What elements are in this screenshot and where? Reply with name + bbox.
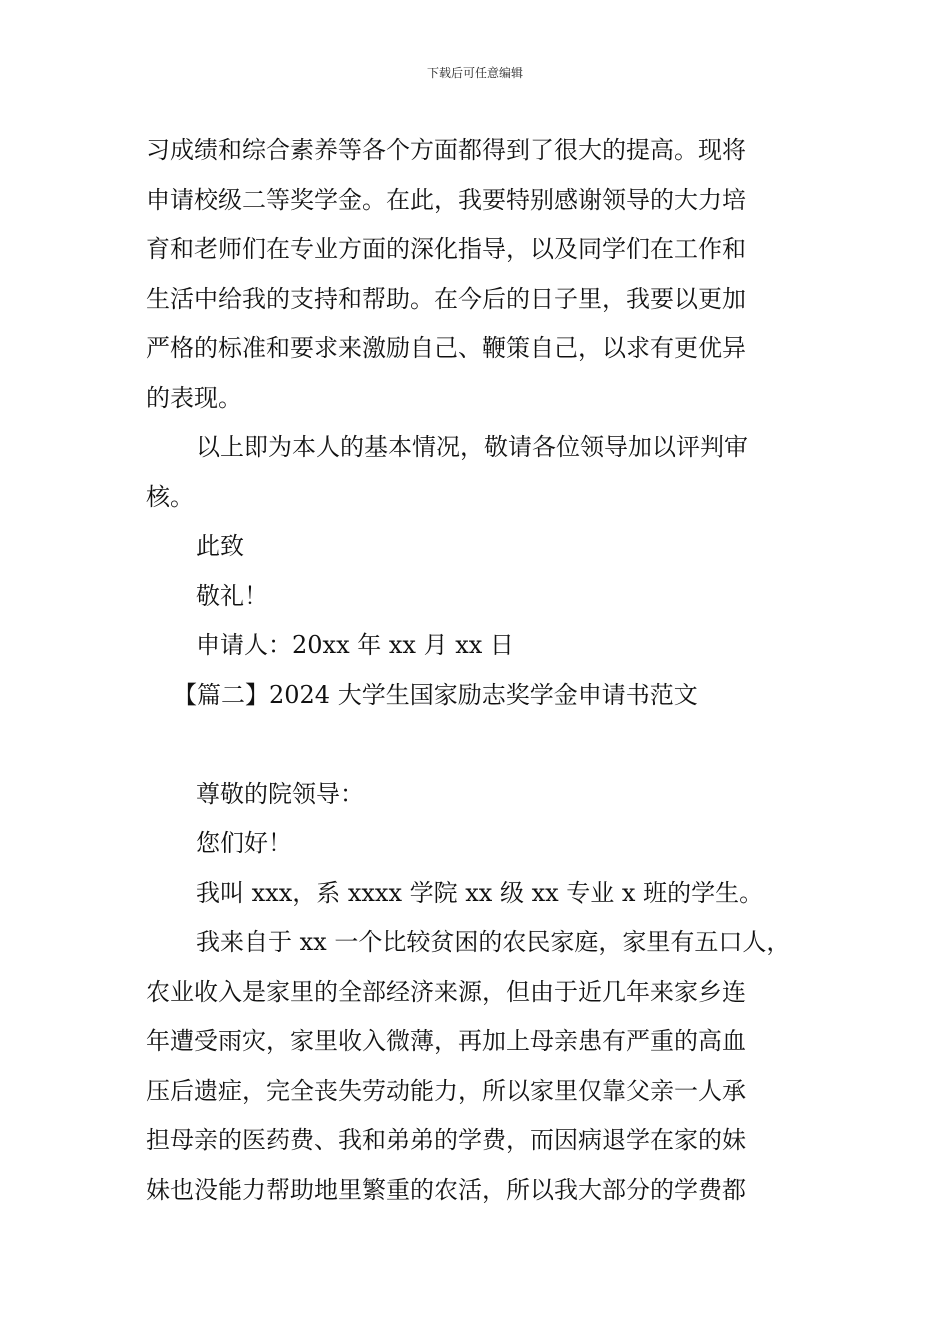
body-line: 生活中给我的支持和帮助。在今后的日子里，我要以更加 — [146, 284, 746, 313]
body-line: 我来自于 xx 一个比较贫困的农民家庭，家里有五口人， — [196, 928, 791, 956]
blank-line — [146, 720, 826, 770]
document-body — [146, 126, 826, 1215]
body-line: 申请校级二等奖学金。在此，我要特别感谢领导的大力培 — [146, 185, 746, 214]
body-line: 妹也没能力帮助地里繁重的农活，所以我大部分的学费都 — [146, 1175, 746, 1204]
greeting-line: 您们好！ — [196, 829, 292, 857]
closing-salutation: 此致 — [196, 532, 244, 560]
section-title: 【篇二】2024 大学生国家励志奖学金申请书范文 — [173, 680, 698, 709]
body-line: 担母亲的医药费、我和弟弟的学费，而因病退学在家的妹 — [146, 1126, 746, 1154]
body-line: 压后遗症，完全丧失劳动能力，所以家里仅靠父亲一人承 — [146, 1076, 746, 1105]
body-line: 我叫 xxx，系 xxxx 学院 xx 级 xx 专业 x 班的学生。 — [196, 878, 764, 907]
applicant-signature: 申请人：20xx 年 xx 月 xx 日 — [196, 631, 514, 659]
body-line: 以上即为本人的基本情况，敬请各位领导加以评判审 — [196, 433, 748, 461]
closing-regards: 敬礼！ — [196, 581, 268, 610]
body-line: 核。 — [146, 482, 194, 511]
body-line: 严格的标准和要求来激励自己、鞭策自己，以求有更优异 — [146, 334, 746, 362]
body-line: 的表现。 — [146, 383, 242, 412]
body-line: 育和老师们在专业方面的深化指导，以及同学们在工作和 — [146, 235, 746, 263]
body-line: 习成绩和综合素养等各个方面都得到了很大的提高。现将 — [146, 136, 746, 164]
body-line: 年遭受雨灾，家里收入微薄，再加上母亲患有严重的高血 — [146, 1027, 746, 1055]
body-line: 农业收入是家里的全部经济来源，但由于近几年来家乡连 — [146, 977, 746, 1006]
page-header: 下载后可任意编辑 — [426, 66, 523, 80]
greeting-line: 尊敬的院领导： — [196, 779, 364, 808]
